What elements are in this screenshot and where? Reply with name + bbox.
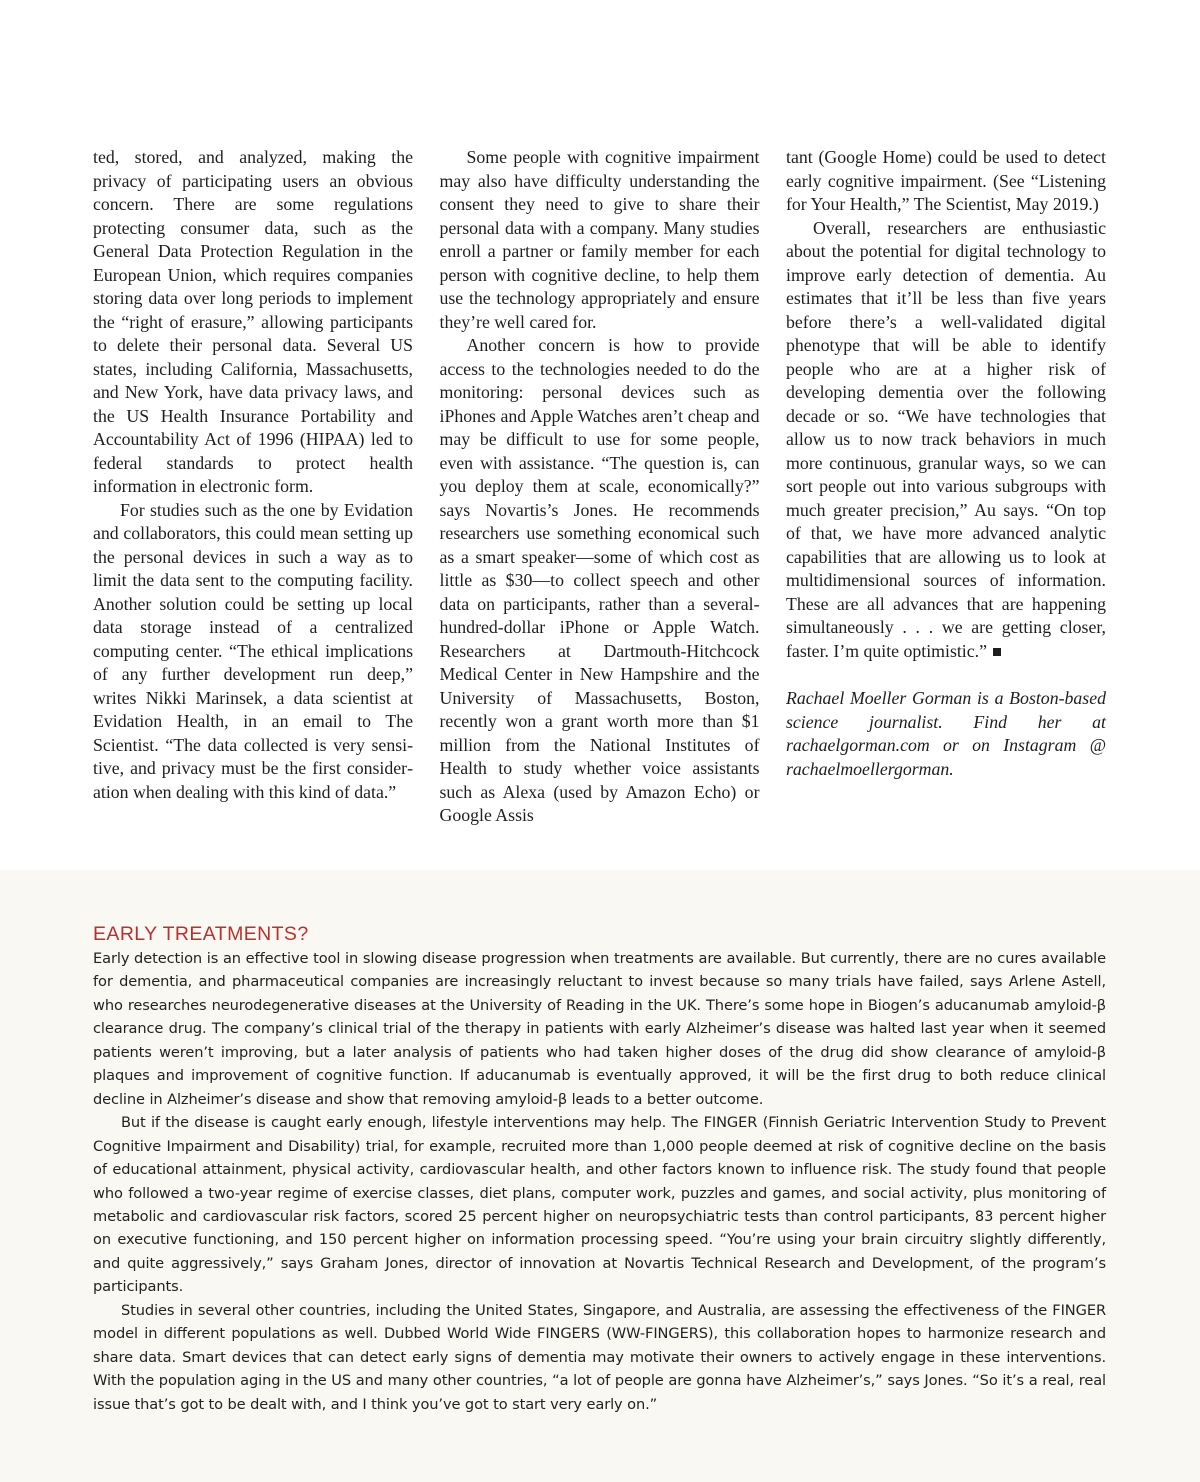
column-1-paragraph-1: ted, stored, and analyzed, making the privacy of participating users an obvious concern. There are some regulations protecting consumer data, such as the General Data Protection Regulation in the European Union, which requires companies storing data over long periods to implement the “right of erasure,” allowing participants to delete their personal data. Several US states, including California, Massachusetts, and New York, have data privacy laws, and the US Health Insurance Portability and Accountability Act of 1996 (HIPAA) led to federal standards to protect health information in electronic form. [93,147,413,496]
sidebar-heading: EARLY TREATMENTS? [93,923,309,945]
end-of-article-mark [993,648,1001,656]
article-column-1 [93,146,413,828]
article-body [93,146,1106,828]
sidebar-paragraph-2: But if the disease is caught early enough, lifestyle interventions may help. The FINGER (Finnish Geriatric Intervention Study to Prevent Cognitive Impairment and Disability) trial, for example, recruited more than 1,000 people deemed at risk of cognitive decline on the basis of educational attainment, physical activity, cardiovascular health, and other factors known to influence risk. The study found that people who followed a two-year regime of exercise classes, diet plans, computer work, puzzles and games, and social activity, plus monitoring of metabolic and cardiovascular risk factors, scored 25 percent higher on neuropsychiatric tests than control participants, 83 percent higher on executive functioning, and 150 percent higher on information processing speed. “You’re using your brain circuitry slightly differently, and quite aggressively,” says Graham Jones, director of innovation at Novartis Technical Research and Development, of the program’s participants. [93,1114,1106,1296]
column-2-paragraph-2: Another concern is how to provide access to the technologies needed to do the monitoring: personal devices such as iPhones and Apple Watches aren’t cheap and may be difficult to use for some people, even with assistance. “The question is, can you deploy them at scale, economically?” says Novartis’s Jones. He recommends researchers use something economical such as a smart speaker—some of which cost as little as $30—to collect speech and other data on participants, rather than a several-hundred-dollar iPhone or Apple Watch. Researchers at Dartmouth-Hitchcock Medical Center in New Hampshire and the University of Massachusetts, Boston, recently won a grant worth more than $1 million from the National Institutes of Health to study whether voice assistants such as Alexa (used by Amazon Echo) or Google Assis [439,335,760,825]
column-1-paragraph-2: For studies such as the one by Evidation and collaborators, this could mean setting up the personal devices in such a way as to limit the data sent to the computing facility. Another solution could be setting up local data storage instead of a centralized computing center. “The ethical implications of any further development run deep,” writes Nikki Marinsek, a data scientist at Evidation Health, in an email to The Scientist. “The data collected is very sensitive, and privacy must be the first consideration when dealing with this kind of data.” [93,499,413,802]
column-2-paragraph-1: Some people with cognitive impairment may also have difficulty understanding the consent they need to give to share their personal data with a company. Many studies enroll a partner or family member for each person with cognitive decline, to help them use the technology appropriately and ensure they’re well cared for. [439,147,760,332]
column-3-paragraph-1: tant (Google Home) could be used to detect early cognitive impairment. (See “Listening for Your Health,” The Scientist, May 2019.) [786,147,1106,214]
article-column-2 [440,146,760,828]
column-3-paragraph-2 [786,217,1106,664]
sidebar-paragraph-3: Studies in several other countries, including the United States, Singapore, and Australia, are assessing the effectiveness of the FINGER model in different populations as well. Dubbed World Wide FINGERS (WW-FINGERS), this collaboration hopes to harmonize research and share data. Smart devices that can detect early signs of dementia may motivate their owners to actively engage in these interventions. With the population aging in the US and many other countries, “a lot of people are gonna have Alzheimer’s,” says Jones. “So it’s a real, real issue that’s got to be dealt with, and I think you’ve got to start very early on.” [93,1301,1106,1413]
article-column-3 [786,146,1106,828]
sidebar-box [0,870,1200,1482]
author-bio: Rachael Moeller Gorman is a Boston-based science journalist. Find her at rachaelgorman.com or on Instagram @ rachaelmoellergorman. [786,688,1106,779]
sidebar-content [93,922,1106,1416]
closing-paragraph-text: Overall, researchers are enthusiastic about the potential for digital technology to improve early detection of dementia. Au estimates that it’ll be less than five years before there’s a well-validated digital phenotype that will be able to identify people who are at a higher risk of developing dementia over the following decade or so. “We have technologies that allow us to now track behaviors in much more continuous, granular ways, so we can sort people out into various subgroups with much greater precision,” Au says. “On top of that, we have more advanced analytic capabilities that are allowing us to look at multidimensional sources of information. These are all advances that are happening simultaneously . . . we are getting closer, faster. I’m quite optimistic.” [786,217,1106,661]
sidebar-paragraph-1: Early detection is an effective tool in slowing disease progression when treatments are available. But currently, there are no cures available for dementia, and pharmaceutical companies are increasingly reluctant to invest because so many trials have failed, says Arlene Astell, who researches neurodegenerative diseases at the University of Reading in the UK. There’s some hope in Biogen’s aducanumab amyloid-β clearance drug. The company’s clinical trial of the therapy in patients with early Alzheimer’s disease was halted last year when it seemed patients weren’t improving, but a later analysis of patients who had taken higher doses of the drug did show clearance of amyloid-β plaques and improvement of cognitive function. If aducanumab is eventually approved, it will be the first drug to both reduce clinical decline in Alzheimer’s disease and show that removing amyloid-β leads to a better outcome. [93,950,1106,1108]
